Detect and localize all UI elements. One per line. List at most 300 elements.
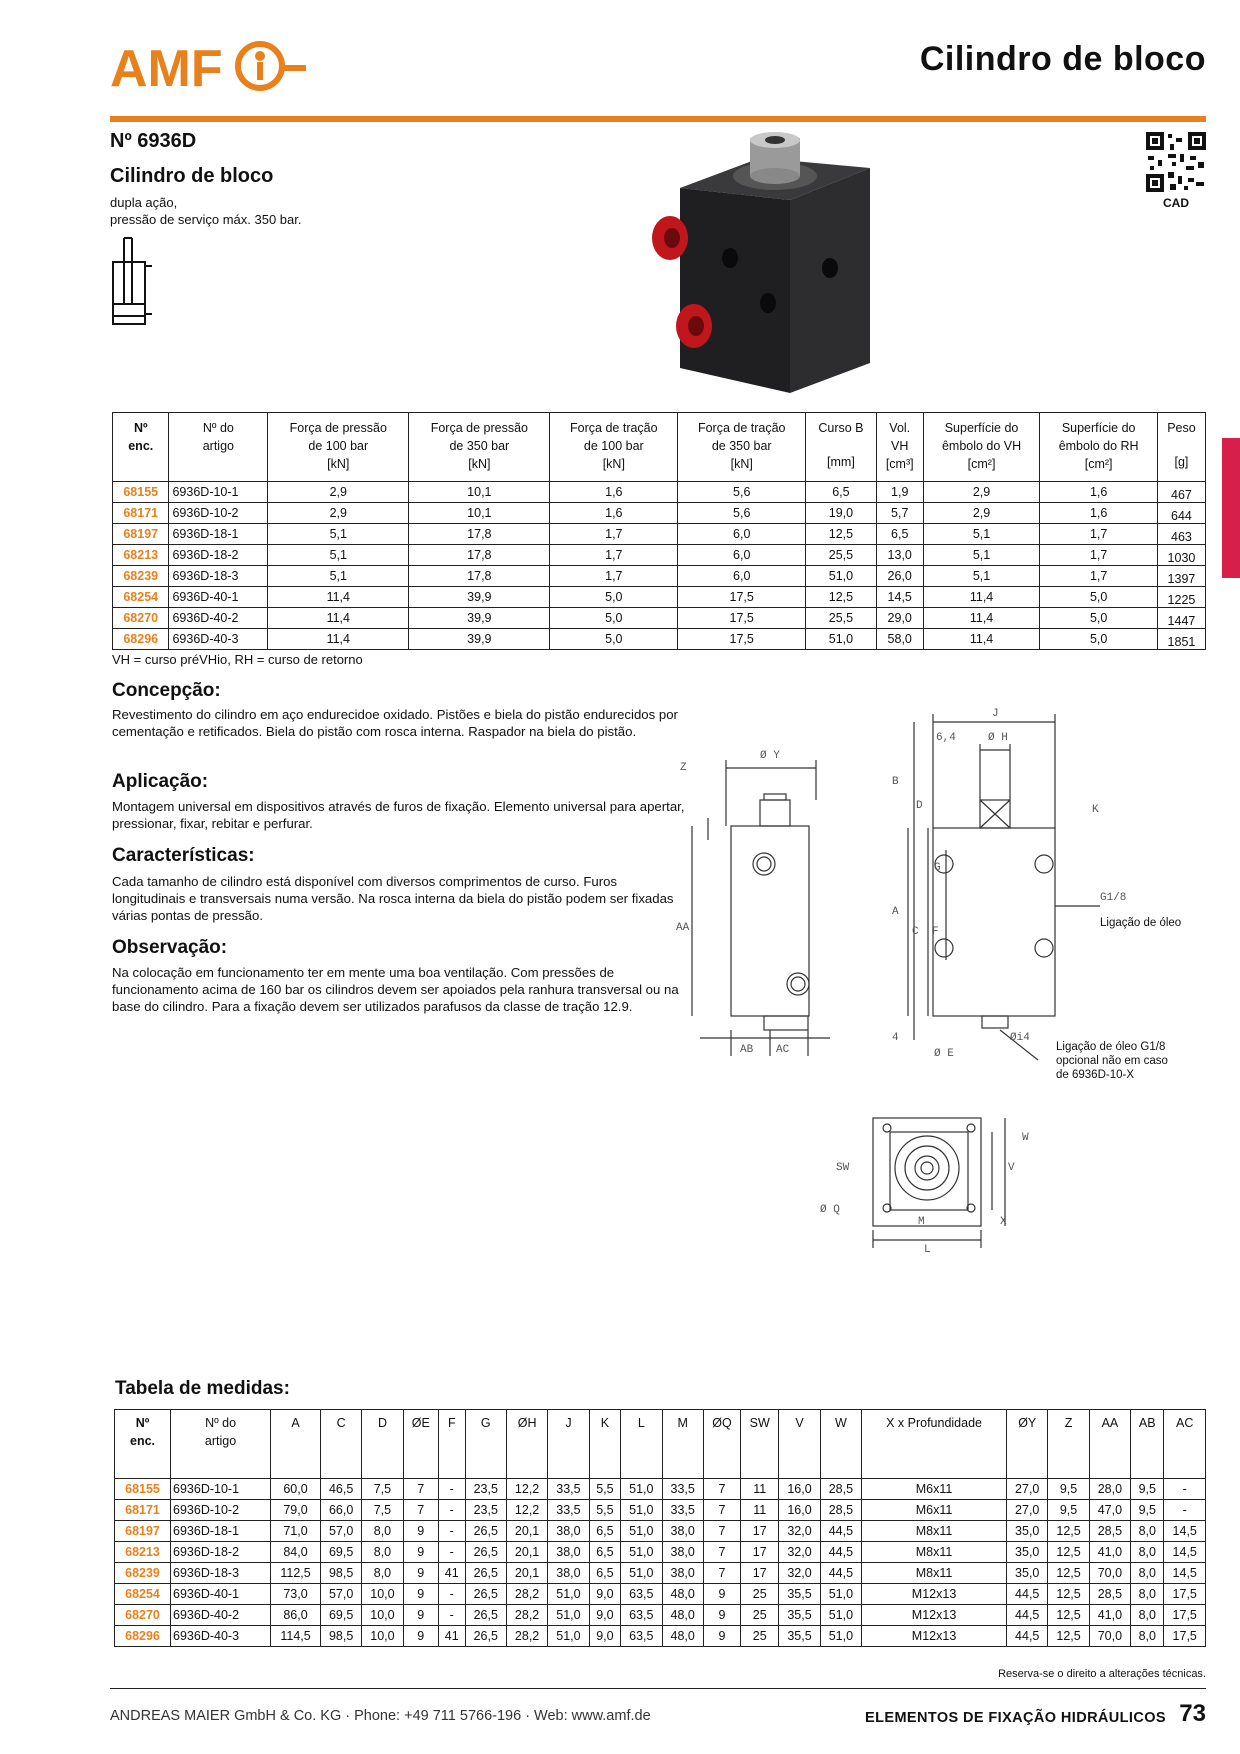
table-cell: 26,5 [465, 1626, 506, 1647]
header-line: [kN] [730, 457, 753, 471]
article-number-cell: 6936D-10-1 [169, 482, 268, 503]
table-cell: 2,9 [923, 503, 1040, 524]
order-number-cell[interactable]: 68197 [113, 524, 169, 545]
table-cell: 14,5 [1164, 1563, 1206, 1584]
table-row [113, 587, 1206, 608]
table-cell: 28,2 [506, 1605, 547, 1626]
table-cell: 7 [703, 1521, 740, 1542]
table-cell: 9,0 [589, 1626, 621, 1647]
table-cell: 2,9 [923, 482, 1040, 503]
table-cell: 51,0 [820, 1605, 861, 1626]
table-cell: 33,5 [662, 1479, 703, 1500]
header-line: [mm] [827, 455, 855, 469]
table-cell: 10,1 [409, 482, 550, 503]
dim-label-l: L [924, 1244, 931, 1256]
header-line: Nº [135, 1416, 150, 1430]
company-contact: ANDREAS MAIER GmbH & Co. KG · Phone: +49 711 5766-196 · Web: www.amf.de [110, 1708, 651, 1724]
header-line: J [565, 1416, 572, 1430]
table-cell: M6x11 [862, 1479, 1007, 1500]
description-line: pressão de serviço máx. 350 bar. [110, 212, 302, 227]
article-number-cell: 6936D-40-2 [169, 608, 268, 629]
dim-label-v: V [1008, 1162, 1015, 1174]
table-cell: 51,0 [806, 566, 877, 587]
table-cell: 8,0 [1131, 1584, 1164, 1605]
table-cell: 28,5 [1089, 1584, 1130, 1605]
table-cell: 28,2 [506, 1584, 547, 1605]
amf-logo [110, 34, 310, 104]
table-cell: 26,5 [465, 1563, 506, 1584]
table-cell: 5,6 [678, 503, 806, 524]
header-rule [110, 116, 1206, 122]
table-cell: 7 [703, 1563, 740, 1584]
article-number-cell: 6936D-40-1 [169, 587, 268, 608]
table-cell: 5,1 [923, 524, 1040, 545]
table-cell: 17,5 [678, 629, 806, 650]
header-line: Força de tração [697, 421, 786, 435]
table-row [115, 1626, 1206, 1647]
table-cell: 44,5 [1007, 1584, 1048, 1605]
table-cell: 10,0 [362, 1584, 403, 1605]
table-cell: 32,0 [779, 1521, 820, 1542]
table-cell: 1030 [1157, 545, 1205, 566]
table-cell: 28,5 [1089, 1521, 1130, 1542]
table-cell: 7 [403, 1500, 438, 1521]
table-cell: M6x11 [862, 1500, 1007, 1521]
header-line: de 350 bar [711, 439, 772, 453]
dim-label-ac: AC [776, 1044, 790, 1056]
table-cell: M8x11 [862, 1542, 1007, 1563]
header-line: [kN] [327, 457, 350, 471]
order-number-cell[interactable]: 68254 [113, 587, 169, 608]
table-cell: 12,5 [1048, 1542, 1089, 1563]
dim-label-x: X [1000, 1216, 1007, 1228]
dim-label-g: G [934, 862, 941, 874]
dim-label-g18: G1/8 [1100, 892, 1127, 904]
table-cell: 9,5 [1131, 1479, 1164, 1500]
table-cell: 11,4 [268, 587, 409, 608]
dim-label-4: 4 [892, 1032, 899, 1044]
product-photo [650, 128, 900, 403]
dims-column-header [1131, 1410, 1164, 1479]
table-cell: 84,0 [271, 1542, 321, 1563]
dim-label-d: D [916, 800, 923, 812]
table-cell: M8x11 [862, 1521, 1007, 1542]
table-cell: 17,5 [1164, 1605, 1206, 1626]
table-cell: 8,0 [362, 1563, 403, 1584]
article-number-cell: 6936D-40-3 [171, 1626, 271, 1647]
dim-label-6-4: 6,4 [936, 732, 956, 744]
table-cell: 28,2 [506, 1626, 547, 1647]
table-cell: 7,5 [362, 1500, 403, 1521]
header-line: D [377, 1416, 387, 1430]
spec-column-header [678, 413, 806, 482]
table-cell: 11,4 [268, 608, 409, 629]
description-line: dupla ação, [110, 195, 178, 210]
table-cell: 1,7 [550, 545, 678, 566]
concepcao-heading: Concepção: [112, 680, 221, 701]
table-cell: 44,5 [1007, 1626, 1048, 1647]
table-cell: 51,0 [548, 1584, 589, 1605]
table-cell: 16,0 [779, 1479, 820, 1500]
footer-rule [110, 1688, 1206, 1689]
table-cell: 25,5 [806, 608, 877, 629]
table-cell: 114,5 [271, 1626, 321, 1647]
table-row [115, 1500, 1206, 1521]
optional-oil-port-label: opcional não em caso [1056, 1055, 1168, 1067]
table-cell: 112,5 [271, 1563, 321, 1584]
dim-label-k: K [1092, 804, 1099, 816]
table-cell: 5,1 [923, 566, 1040, 587]
table-cell: 25 [741, 1605, 779, 1626]
table-cell: 41,0 [1089, 1605, 1130, 1626]
table-cell: M12x13 [862, 1584, 1007, 1605]
page-number: 73 [1179, 1700, 1206, 1727]
dims-column-header [621, 1410, 662, 1479]
table-cell: 69,5 [320, 1605, 361, 1626]
table-cell: 38,0 [548, 1563, 589, 1584]
dims-column-header [589, 1410, 621, 1479]
order-number-cell[interactable]: 68239 [115, 1563, 171, 1584]
table-cell: 25 [741, 1584, 779, 1605]
concepcao-text: Revestimento do cilindro em aço endurecidoe oxidado. Pistões e biela do pistão endurecidos por cementação e retificados. Biela do pistão com rosca interna. Raspador na biela do pistão. [112, 707, 678, 739]
table-cell: 5,1 [268, 524, 409, 545]
table-cell: 28,5 [820, 1500, 861, 1521]
dims-column-header [403, 1410, 438, 1479]
table-cell: 51,0 [621, 1479, 662, 1500]
table-cell: 7 [703, 1479, 740, 1500]
dims-column-header [703, 1410, 740, 1479]
spec-table-header-row [113, 413, 1206, 482]
table-cell: 79,0 [271, 1500, 321, 1521]
dims-column-header [662, 1410, 703, 1479]
table-cell: 1851 [1157, 629, 1205, 650]
table-cell: 13,0 [876, 545, 923, 566]
table-cell: 57,0 [320, 1521, 361, 1542]
header-line: Z [1064, 1416, 1073, 1430]
table-cell: 10,0 [362, 1605, 403, 1626]
order-number-cell[interactable]: 68171 [113, 503, 169, 524]
table-row [113, 629, 1206, 650]
table-cell: 26,5 [465, 1584, 506, 1605]
table-cell: 44,5 [1007, 1605, 1048, 1626]
order-number-cell[interactable]: 68270 [115, 1605, 171, 1626]
table-cell: 1,7 [1040, 524, 1158, 545]
table-cell: 63,5 [621, 1605, 662, 1626]
table-cell: 26,5 [465, 1605, 506, 1626]
table-cell: 98,5 [320, 1626, 361, 1647]
technical-reservation-note: Reserva-se o direito a alterações técnicas. [998, 1668, 1206, 1680]
spec-table-body [113, 482, 1206, 650]
table-cell: 14,5 [1164, 1521, 1206, 1542]
table-cell: 12,2 [506, 1479, 547, 1500]
article-number-cell: 6936D-18-1 [171, 1521, 271, 1542]
order-number-cell[interactable]: 68296 [113, 629, 169, 650]
header-line: VH [891, 439, 909, 453]
dims-column-header [1007, 1410, 1048, 1479]
table-cell: 8,0 [1131, 1521, 1164, 1542]
table-cell: 51,0 [820, 1626, 861, 1647]
article-number-cell: 6936D-40-2 [171, 1605, 271, 1626]
table-cell: 5,5 [589, 1479, 621, 1500]
table-cell: 26,5 [465, 1521, 506, 1542]
table-cell: 28,5 [820, 1479, 861, 1500]
observacao-text: Na colocação em funcionamento ter em mente uma boa ventilação. Com pressões de funcionamento acima de 160 bar os cilindros devem ser apoiados pela ranhura transversal ou na base do cilindro. Para a fixação devem ser utilizados parafusos da classe de tração 12.9. [112, 965, 679, 1014]
table-cell: 44,5 [820, 1542, 861, 1563]
table-cell: 8,0 [1131, 1563, 1164, 1584]
table-cell: 14,5 [876, 587, 923, 608]
table-cell: 35,5 [779, 1626, 820, 1647]
header-line: M [677, 1416, 688, 1430]
table-cell: - [438, 1479, 465, 1500]
table-cell: 35,5 [779, 1584, 820, 1605]
dim-label-q: Ø Q [820, 1204, 840, 1216]
table-cell: 6,0 [678, 524, 806, 545]
table-cell: 17,8 [409, 524, 550, 545]
table-cell: 1,6 [550, 482, 678, 503]
table-cell: M8x11 [862, 1563, 1007, 1584]
table-cell: 5,1 [268, 566, 409, 587]
table-cell: 9 [403, 1521, 438, 1542]
logo-text: AMF [110, 40, 223, 98]
header-line: [kN] [602, 457, 625, 471]
table-cell: 5,1 [923, 545, 1040, 566]
table-cell: 1,7 [550, 566, 678, 587]
dims-column-header [115, 1410, 171, 1479]
table-cell: 9,0 [589, 1605, 621, 1626]
table-cell: 17 [741, 1542, 779, 1563]
qr-code-icon[interactable] [1146, 132, 1206, 197]
table-cell: 12,5 [1048, 1626, 1089, 1647]
table-cell: 23,5 [465, 1479, 506, 1500]
order-number-cell[interactable]: 68239 [113, 566, 169, 587]
table-cell: 1,7 [1040, 566, 1158, 587]
table-cell: 8,0 [1131, 1542, 1164, 1563]
table-cell: 20,1 [506, 1542, 547, 1563]
header-line: A [291, 1416, 300, 1430]
header-line: [kN] [468, 457, 491, 471]
table-cell: 17,5 [678, 587, 806, 608]
table-cell: 1,7 [1040, 545, 1158, 566]
order-number-cell[interactable]: 68155 [115, 1479, 171, 1500]
spec-column-header [550, 413, 678, 482]
header-line: Peso [1167, 421, 1196, 435]
table-cell: 29,0 [876, 608, 923, 629]
spec-column-header [268, 413, 409, 482]
dims-column-header [438, 1410, 465, 1479]
header-line: Vol. [889, 421, 911, 435]
order-number-cell[interactable]: 68296 [115, 1626, 171, 1647]
table-cell: 63,5 [621, 1626, 662, 1647]
table-cell: 28,0 [1089, 1479, 1130, 1500]
dims-column-header [362, 1410, 403, 1479]
order-number-cell[interactable]: 68155 [113, 482, 169, 503]
header-line: AA [1101, 1416, 1119, 1430]
header-line: Força de pressão [289, 421, 387, 435]
table-cell: 10,0 [362, 1626, 403, 1647]
table-cell: 11 [741, 1500, 779, 1521]
header-line: X x Profundidade [886, 1416, 982, 1430]
table-cell: 5,1 [268, 545, 409, 566]
order-number-cell[interactable]: 68171 [115, 1500, 171, 1521]
table-row [115, 1605, 1206, 1626]
header-line: [g] [1174, 455, 1189, 469]
order-number-cell[interactable]: 68270 [113, 608, 169, 629]
table-cell: 17 [741, 1521, 779, 1542]
table-cell: 9 [403, 1626, 438, 1647]
table-cell: 35,0 [1007, 1563, 1048, 1584]
table-cell: 9,5 [1048, 1479, 1089, 1500]
table-cell: 11 [741, 1479, 779, 1500]
section-tab-marker [1222, 438, 1240, 578]
table-cell: 9,5 [1131, 1500, 1164, 1521]
table-row [113, 482, 1206, 503]
table-cell: 7 [703, 1542, 740, 1563]
table-cell: 39,9 [409, 587, 550, 608]
order-number-cell[interactable]: 68213 [113, 545, 169, 566]
dims-column-header [271, 1410, 321, 1479]
table-cell: 12,2 [506, 1500, 547, 1521]
table-cell: 20,1 [506, 1563, 547, 1584]
table-row [115, 1563, 1206, 1584]
section-name: ELEMENTOS DE FIXAÇÃO HIDRÁULICOS [865, 1710, 1166, 1726]
table-cell: 23,5 [465, 1500, 506, 1521]
table-cell: 5,0 [1040, 629, 1158, 650]
header-line: AB [1138, 1416, 1156, 1430]
spec-column-header [113, 413, 169, 482]
table-cell: 51,0 [621, 1563, 662, 1584]
spec-column-header [923, 413, 1040, 482]
header-line: artigo [202, 439, 234, 453]
header-line: de 100 bar [583, 439, 644, 453]
table-cell: 9,5 [1048, 1500, 1089, 1521]
article-number-cell: 6936D-18-1 [169, 524, 268, 545]
table-cell: 47,0 [1089, 1500, 1130, 1521]
dim-label-z: Z [680, 762, 687, 774]
header-line [1161, 437, 1202, 453]
table-cell: 19,0 [806, 503, 877, 524]
table-cell: 7 [703, 1500, 740, 1521]
item-number: Nº 6936D [110, 130, 197, 152]
table-cell: 12,5 [1048, 1563, 1089, 1584]
table-cell: 51,0 [820, 1584, 861, 1605]
table-cell: 6,5 [806, 482, 877, 503]
table-cell: 16,0 [779, 1500, 820, 1521]
table-cell: 12,5 [806, 587, 877, 608]
table-cell: 1,7 [550, 524, 678, 545]
dims-column-header [1089, 1410, 1130, 1479]
table-cell: 5,0 [550, 629, 678, 650]
table-cell: 9 [403, 1563, 438, 1584]
table-cell: 10,1 [409, 503, 550, 524]
table-cell: - [1164, 1500, 1206, 1521]
header-line: F [447, 1416, 456, 1430]
dim-label-a: A [892, 906, 899, 918]
table-cell: 11,4 [923, 587, 1040, 608]
article-number-cell: 6936D-40-3 [169, 629, 268, 650]
specification-table [112, 412, 1206, 650]
table-cell: 463 [1157, 524, 1205, 545]
dims-column-header [465, 1410, 506, 1479]
optional-oil-port-label: de 6936D-10-X [1056, 1069, 1134, 1081]
table-cell: 27,0 [1007, 1500, 1048, 1521]
aplicacao-heading: Aplicação: [112, 771, 209, 792]
table-row [115, 1479, 1206, 1500]
header-line: SW [749, 1416, 770, 1430]
spec-column-header [1157, 413, 1205, 482]
spec-column-header [169, 413, 268, 482]
header-line: Nº do [202, 421, 234, 435]
table-cell: 41,0 [1089, 1542, 1130, 1563]
dim-label-i4: Øi4 [1010, 1032, 1030, 1044]
table-cell: 51,0 [621, 1500, 662, 1521]
cad-label[interactable]: CAD [1163, 196, 1189, 210]
dim-label-y: Ø Y [760, 750, 780, 762]
header-line: ØH [517, 1416, 537, 1430]
table-cell: 8,0 [1131, 1626, 1164, 1647]
table-row [113, 503, 1206, 524]
table-cell: 1397 [1157, 566, 1205, 587]
dims-column-header [820, 1410, 861, 1479]
table-cell: - [438, 1521, 465, 1542]
dims-column-header [506, 1410, 547, 1479]
product-description [110, 194, 302, 228]
header-line: artigo [204, 1434, 237, 1448]
header-line: de 350 bar [449, 439, 510, 453]
table-row [115, 1542, 1206, 1563]
hydraulic-symbol-icon [110, 236, 160, 331]
table-cell: 35,0 [1007, 1542, 1048, 1563]
table-cell: - [1164, 1479, 1206, 1500]
table-cell: 6,0 [678, 566, 806, 587]
table-cell: 70,0 [1089, 1563, 1130, 1584]
article-number-cell: 6936D-10-2 [169, 503, 268, 524]
technical-drawing [676, 700, 1200, 1265]
table-row [113, 566, 1206, 587]
spec-column-header [876, 413, 923, 482]
table-row [113, 608, 1206, 629]
header-line: Força de pressão [430, 421, 528, 435]
spec-column-header [1040, 413, 1158, 482]
article-number-cell: 6936D-18-2 [171, 1542, 271, 1563]
table-row [115, 1584, 1206, 1605]
header-line: W [834, 1416, 847, 1430]
table-cell: 51,0 [621, 1542, 662, 1563]
order-number-cell[interactable]: 68213 [115, 1542, 171, 1563]
order-number-cell[interactable]: 68197 [115, 1521, 171, 1542]
header-line: êmbolo do RH [1058, 439, 1139, 453]
header-line: Superfície do [944, 421, 1019, 435]
dim-label-f: F [932, 926, 939, 938]
table-cell: 25,5 [806, 545, 877, 566]
table-cell: M12x13 [862, 1605, 1007, 1626]
article-number-cell: 6936D-18-3 [171, 1563, 271, 1584]
table-cell: 26,5 [465, 1542, 506, 1563]
table-cell: 46,5 [320, 1479, 361, 1500]
dim-label-m: M [918, 1216, 925, 1228]
order-number-cell[interactable]: 68254 [115, 1584, 171, 1605]
optional-oil-port-label: Ligação de óleo G1/8 [1056, 1041, 1166, 1053]
table-cell: 70,0 [1089, 1626, 1130, 1647]
dim-label-c: C [912, 926, 919, 938]
header-line: ØQ [712, 1416, 732, 1430]
header-line: Força de tração [570, 421, 658, 435]
header-line: ØE [411, 1416, 430, 1430]
table-cell: 8,0 [362, 1542, 403, 1563]
table-cell: 9 [403, 1542, 438, 1563]
article-number-cell: 6936D-40-1 [171, 1584, 271, 1605]
table-cell: 5,0 [550, 587, 678, 608]
header-line: [cm²] [967, 457, 996, 471]
